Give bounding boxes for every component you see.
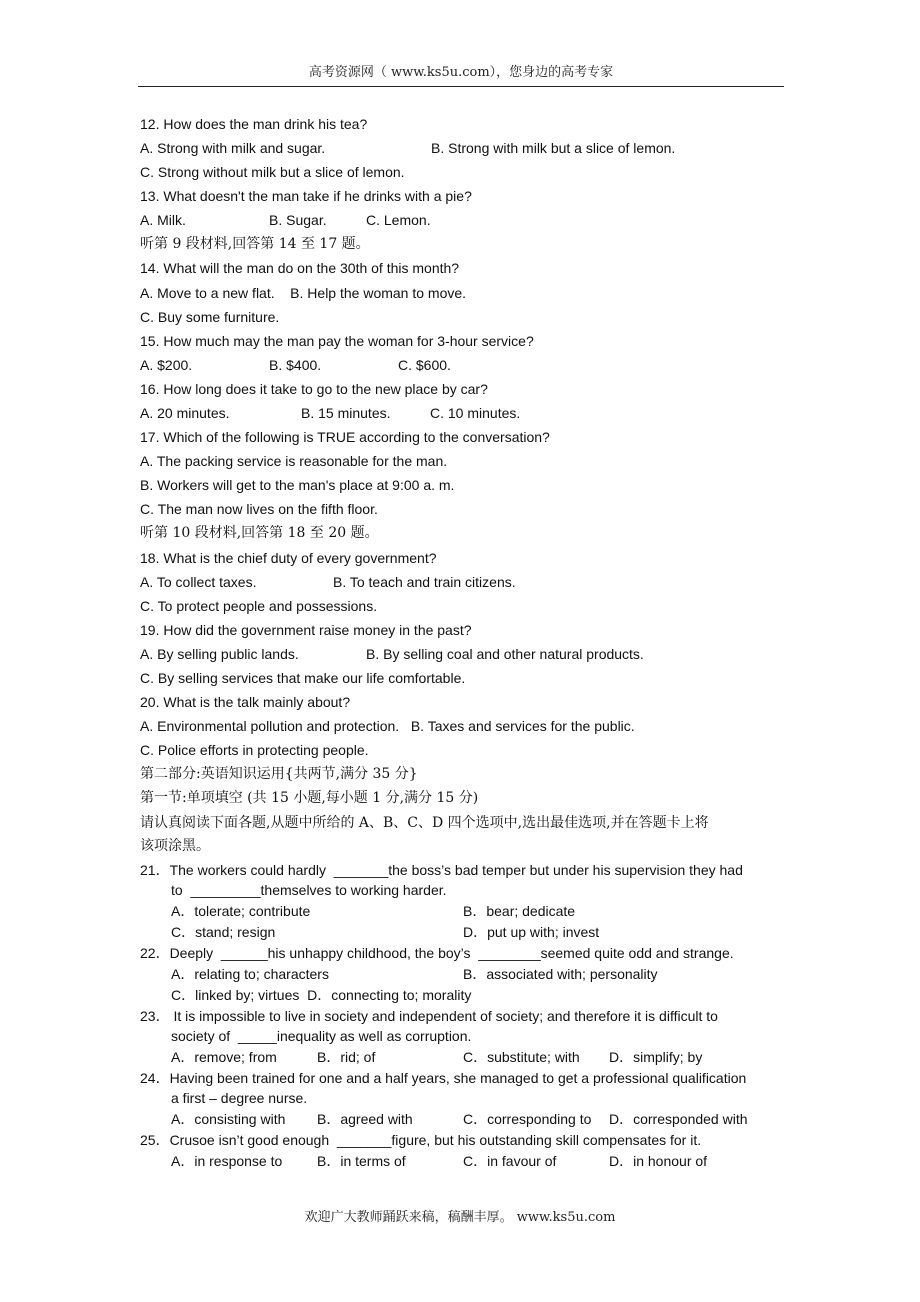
section-instruction-10: 听第 10 段材料,回答第 18 至 20 题。: [140, 525, 379, 541]
option-25a: A．in response to: [171, 1153, 283, 1169]
option-15a: A. $200.: [140, 357, 193, 373]
question-25: 25．Crusoe isn’t good enough _______figure, but his outstanding skill compensates for it.: [140, 1132, 702, 1148]
question-23-line2: society of _____inequality as well as corruption.: [171, 1028, 472, 1044]
option-20ab: A. Environmental pollution and protection. B. Taxes and services for the public.: [140, 718, 635, 734]
question-13: 13. What doesn't the man take if he drinks with a pie?: [140, 188, 472, 204]
option-23d: D．simplify; by: [609, 1049, 703, 1065]
question-18: 18. What is the chief duty of every government?: [140, 550, 437, 566]
question-21-line2: to _________themselves to working harder.: [171, 882, 447, 898]
option-23b: B．rid; of: [317, 1049, 376, 1065]
option-18c: C. To protect people and possessions.: [140, 598, 378, 614]
option-18a: A. To collect taxes.: [140, 574, 257, 590]
section-instruction-9: 听第 9 段材料,回答第 14 至 17 题。: [140, 236, 370, 252]
option-19b: B. By selling coal and other natural products.: [366, 646, 644, 662]
option-25c: C．in favour of: [463, 1153, 557, 1169]
option-25b: B．in terms of: [317, 1153, 406, 1169]
option-14c: C. Buy some furniture.: [140, 309, 280, 325]
option-17c: C. The man now lives on the fifth floor.: [140, 501, 378, 517]
option-20c: C. Police efforts in protecting people.: [140, 742, 369, 758]
option-24c: C．corresponding to: [463, 1111, 592, 1127]
option-19a: A. By selling public lands.: [140, 646, 299, 662]
question-19: 19. How did the government raise money in the past?: [140, 622, 472, 638]
option-13c: C. Lemon.: [366, 212, 431, 228]
option-15b: B. $400.: [269, 357, 322, 373]
option-24b: B．agreed with: [317, 1111, 413, 1127]
option-16a: A. 20 minutes.: [140, 405, 230, 421]
option-13a: A. Milk.: [140, 212, 186, 228]
question-12: 12. How does the man drink his tea?: [140, 116, 368, 132]
part2-title: 第二部分:英语知识运用{共两节,满分 35 分}: [140, 766, 418, 782]
option-23c: C．substitute; with: [463, 1049, 580, 1065]
instruction-line-2: 该项涂黑。: [140, 838, 210, 854]
option-13b: B. Sugar.: [269, 212, 327, 228]
page-footer: 欢迎广大教师踊跃来稿，稿酬丰厚。 www.ks5u.com: [304, 1210, 616, 1225]
option-25d: D．in honour of: [609, 1153, 708, 1169]
question-15: 15. How much may the man pay the woman for 3-hour service?: [140, 333, 534, 349]
option-17b: B. Workers will get to the man's place at 9:00 a. m.: [140, 477, 455, 493]
option-12a: A. Strong with milk and sugar.: [140, 140, 326, 156]
option-16b: B. 15 minutes.: [301, 405, 391, 421]
option-12c: C. Strong without milk but a slice of lemon.: [140, 164, 405, 180]
option-21d: D．put up with; invest: [463, 924, 600, 940]
page-header: 高考资源网（ www.ks5u.com），您身边的高考专家: [138, 62, 784, 87]
question-22: 22．Deeply ______his unhappy childhood, the boy’s ________seemed quite odd and strange.: [140, 945, 734, 961]
question-17: 17. Which of the following is TRUE according to the conversation?: [140, 429, 550, 445]
question-21-line1: 21．The workers could hardly _______the boss’s bad temper but under his supervision they had: [140, 862, 743, 878]
option-22a: A．relating to; characters: [171, 966, 329, 982]
instruction-line-1: 请认真阅读下面各题,从题中所给的 A、B、C、D 四个选项中,选出最佳选项,并在答题卡上将: [140, 815, 709, 831]
section1-title: 第一节:单项填空 (共 15 小题,每小题 1 分,满分 15 分): [140, 790, 479, 806]
option-16c: C. 10 minutes.: [430, 405, 521, 421]
option-24a: A．consisting with: [171, 1111, 286, 1127]
option-23a: A．remove; from: [171, 1049, 277, 1065]
option-21b: B．bear; dedicate: [463, 903, 576, 919]
option-21c: C．stand; resign: [171, 924, 276, 940]
option-12b: B. Strong with milk but a slice of lemon.: [431, 140, 676, 156]
option-19c: C. By selling services that make our life comfortable.: [140, 670, 466, 686]
question-14: 14. What will the man do on the 30th of this month?: [140, 260, 460, 276]
option-21a: A．tolerate; contribute: [171, 903, 311, 919]
option-15c: C. $600.: [398, 357, 451, 373]
question-23-line1: 23． It is impossible to live in society and independent of society; and therefore it is difficult to: [140, 1008, 718, 1024]
option-22cd: C．linked by; virtues D．connecting to; morality: [171, 987, 472, 1003]
option-17a: A. The packing service is reasonable for the man.: [140, 453, 448, 469]
question-20: 20. What is the talk mainly about?: [140, 694, 351, 710]
option-18b: B. To teach and train citizens.: [333, 574, 516, 590]
option-24d: D．corresponded with: [609, 1111, 748, 1127]
question-24-line1: 24．Having been trained for one and a half years, she managed to get a professional qualification: [140, 1070, 747, 1086]
option-22b: B．associated with; personality: [463, 966, 658, 982]
question-24-line2: a first – degree nurse.: [171, 1090, 308, 1106]
option-14ab: A. Move to a new flat. B. Help the woman to move.: [140, 285, 467, 301]
question-16: 16. How long does it take to go to the new place by car?: [140, 381, 488, 397]
